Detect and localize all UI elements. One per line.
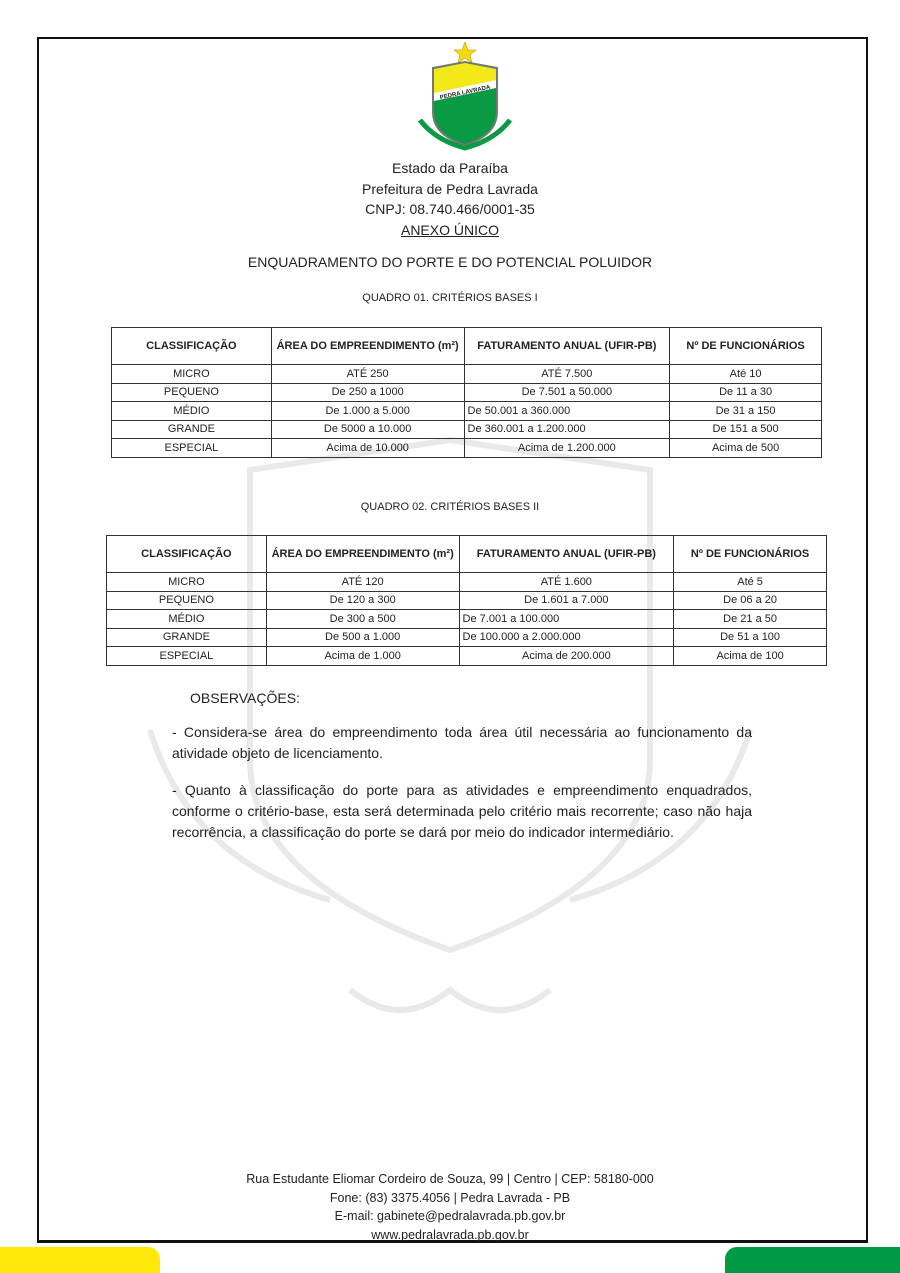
header-cell: FATURAMENTO ANUAL (UFIR-PB) bbox=[464, 328, 670, 365]
observation-item: - Quanto à classificação do porte para as atividades e empreendimento enquadrados, conforme o critério-base, esta será determinada pelo critério mais recorrente; caso não haja recorrência, a classificação do porte se dará por meio do indicador intermediário. bbox=[172, 782, 752, 840]
table-cell: De 11 a 30 bbox=[670, 383, 822, 402]
table-cell: De 06 a 20 bbox=[674, 591, 827, 610]
table-cell: ATÉ 1.600 bbox=[459, 573, 674, 592]
header-cell: Nº DE FUNCIONÁRIOS bbox=[670, 328, 822, 365]
table-cell: ESPECIAL bbox=[107, 647, 267, 666]
table-cell: MICRO bbox=[112, 365, 272, 384]
green-footer-bar bbox=[725, 1247, 900, 1273]
footer bbox=[0, 1170, 900, 1244]
table-cell: ATÉ 120 bbox=[266, 573, 459, 592]
quadro2-table bbox=[106, 535, 827, 666]
table-row bbox=[107, 628, 827, 647]
table-row bbox=[112, 402, 822, 421]
table-cell: De 50.001 a 360.000 bbox=[464, 402, 670, 421]
table-header-row bbox=[112, 328, 822, 365]
table-cell: Até 10 bbox=[670, 365, 822, 384]
table-row bbox=[112, 365, 822, 384]
observation-item: - Considera-se área do empreendimento toda área útil necessária ao funcionamento da atividade objeto de licenciamento. bbox=[172, 724, 752, 761]
header-cell: ÁREA DO EMPREENDIMENTO (m²) bbox=[266, 536, 459, 573]
table-row bbox=[112, 439, 822, 458]
table-cell: GRANDE bbox=[107, 628, 267, 647]
quadro1-title: QUADRO 01. CRITÉRIOS BASES I bbox=[362, 292, 538, 304]
table-cell: GRANDE bbox=[112, 420, 272, 439]
header-cell: Nº DE FUNCIONÁRIOS bbox=[674, 536, 827, 573]
header-cell: CLASSIFICAÇÃO bbox=[107, 536, 267, 573]
table-row bbox=[112, 420, 822, 439]
table-cell: Acima de 1.000 bbox=[266, 647, 459, 666]
table-cell: De 7.501 a 50.000 bbox=[464, 383, 670, 402]
quadro2-title: QUADRO 02. CRITÉRIOS BASES II bbox=[360, 501, 540, 513]
footer-email: E-mail: gabinete@pedralavrada.pb.gov.br bbox=[334, 1209, 566, 1223]
table-cell: PEQUENO bbox=[107, 591, 267, 610]
table-cell: De 151 a 500 bbox=[670, 420, 822, 439]
table-cell: De 300 a 500 bbox=[266, 610, 459, 629]
table-cell: De 500 a 1.000 bbox=[266, 628, 459, 647]
table-cell: De 120 a 300 bbox=[266, 591, 459, 610]
table-cell: De 7.001 a 100.000 bbox=[459, 610, 674, 629]
table-cell: De 1.601 a 7.000 bbox=[459, 591, 674, 610]
document-title: ENQUADRAMENTO DO PORTE E DO POTENCIAL POLUIDOR bbox=[247, 254, 653, 270]
table-header-row bbox=[107, 536, 827, 573]
footer-address: Rua Estudante Eliomar Cordeiro de Souza, 99 | Centro | CEP: 58180-000 bbox=[246, 1172, 654, 1186]
state-line: Estado da Paraíba bbox=[392, 160, 508, 176]
letterhead bbox=[0, 158, 900, 240]
table-cell: PEQUENO bbox=[112, 383, 272, 402]
table-cell: Acima de 1.200.000 bbox=[464, 439, 670, 458]
table-cell: De 5000 a 10.000 bbox=[271, 420, 464, 439]
table-cell: ATÉ 250 bbox=[271, 365, 464, 384]
table-cell: De 21 a 50 bbox=[674, 610, 827, 629]
table-cell: De 1.000 a 5.000 bbox=[271, 402, 464, 421]
observations-heading: OBSERVAÇÕES: bbox=[190, 690, 300, 706]
municipal-crest-logo bbox=[415, 40, 515, 158]
table-cell: De 51 a 100 bbox=[674, 628, 827, 647]
table-cell: Acima de 500 bbox=[670, 439, 822, 458]
svg-text:PEDRA LAVRADA: PEDRA LAVRADA bbox=[439, 84, 491, 102]
table-cell: MICRO bbox=[107, 573, 267, 592]
table-row bbox=[112, 383, 822, 402]
table-cell: Acima de 200.000 bbox=[459, 647, 674, 666]
prefecture-line: Prefeitura de Pedra Lavrada bbox=[362, 180, 538, 197]
table-cell: ESPECIAL bbox=[112, 439, 272, 458]
table-cell: ATÉ 7.500 bbox=[464, 365, 670, 384]
table-row bbox=[107, 591, 827, 610]
yellow-footer-bar bbox=[0, 1247, 160, 1273]
table-row bbox=[107, 610, 827, 629]
table-cell: De 31 a 150 bbox=[670, 402, 822, 421]
table-cell: Acima de 10.000 bbox=[271, 439, 464, 458]
cnpj-line: CNPJ: 08.740.466/0001-35 bbox=[365, 201, 535, 217]
table-cell: Até 5 bbox=[674, 573, 827, 592]
table-cell: De 100.000 a 2.000.000 bbox=[459, 628, 674, 647]
table-cell: MÉDIO bbox=[107, 610, 267, 629]
header-cell: CLASSIFICAÇÃO bbox=[112, 328, 272, 365]
table-cell: De 250 a 1000 bbox=[271, 383, 464, 402]
table-row bbox=[107, 647, 827, 666]
footer-phone: Fone: (83) 3375.4056 | Pedra Lavrada - PB bbox=[329, 1190, 571, 1205]
table-cell: MÉDIO bbox=[112, 402, 272, 421]
header-cell: ÁREA DO EMPREENDIMENTO (m²) bbox=[271, 328, 464, 365]
annex-title: ANEXO ÚNICO bbox=[400, 221, 499, 238]
table-cell: De 360.001 a 1.200.000 bbox=[464, 420, 670, 439]
footer-website: www.pedralavrada.pb.gov.br bbox=[371, 1227, 529, 1242]
header-cell: FATURAMENTO ANUAL (UFIR-PB) bbox=[459, 536, 674, 573]
quadro1-table bbox=[111, 327, 822, 458]
table-cell: Acima de 100 bbox=[674, 647, 827, 666]
table-row bbox=[107, 573, 827, 592]
